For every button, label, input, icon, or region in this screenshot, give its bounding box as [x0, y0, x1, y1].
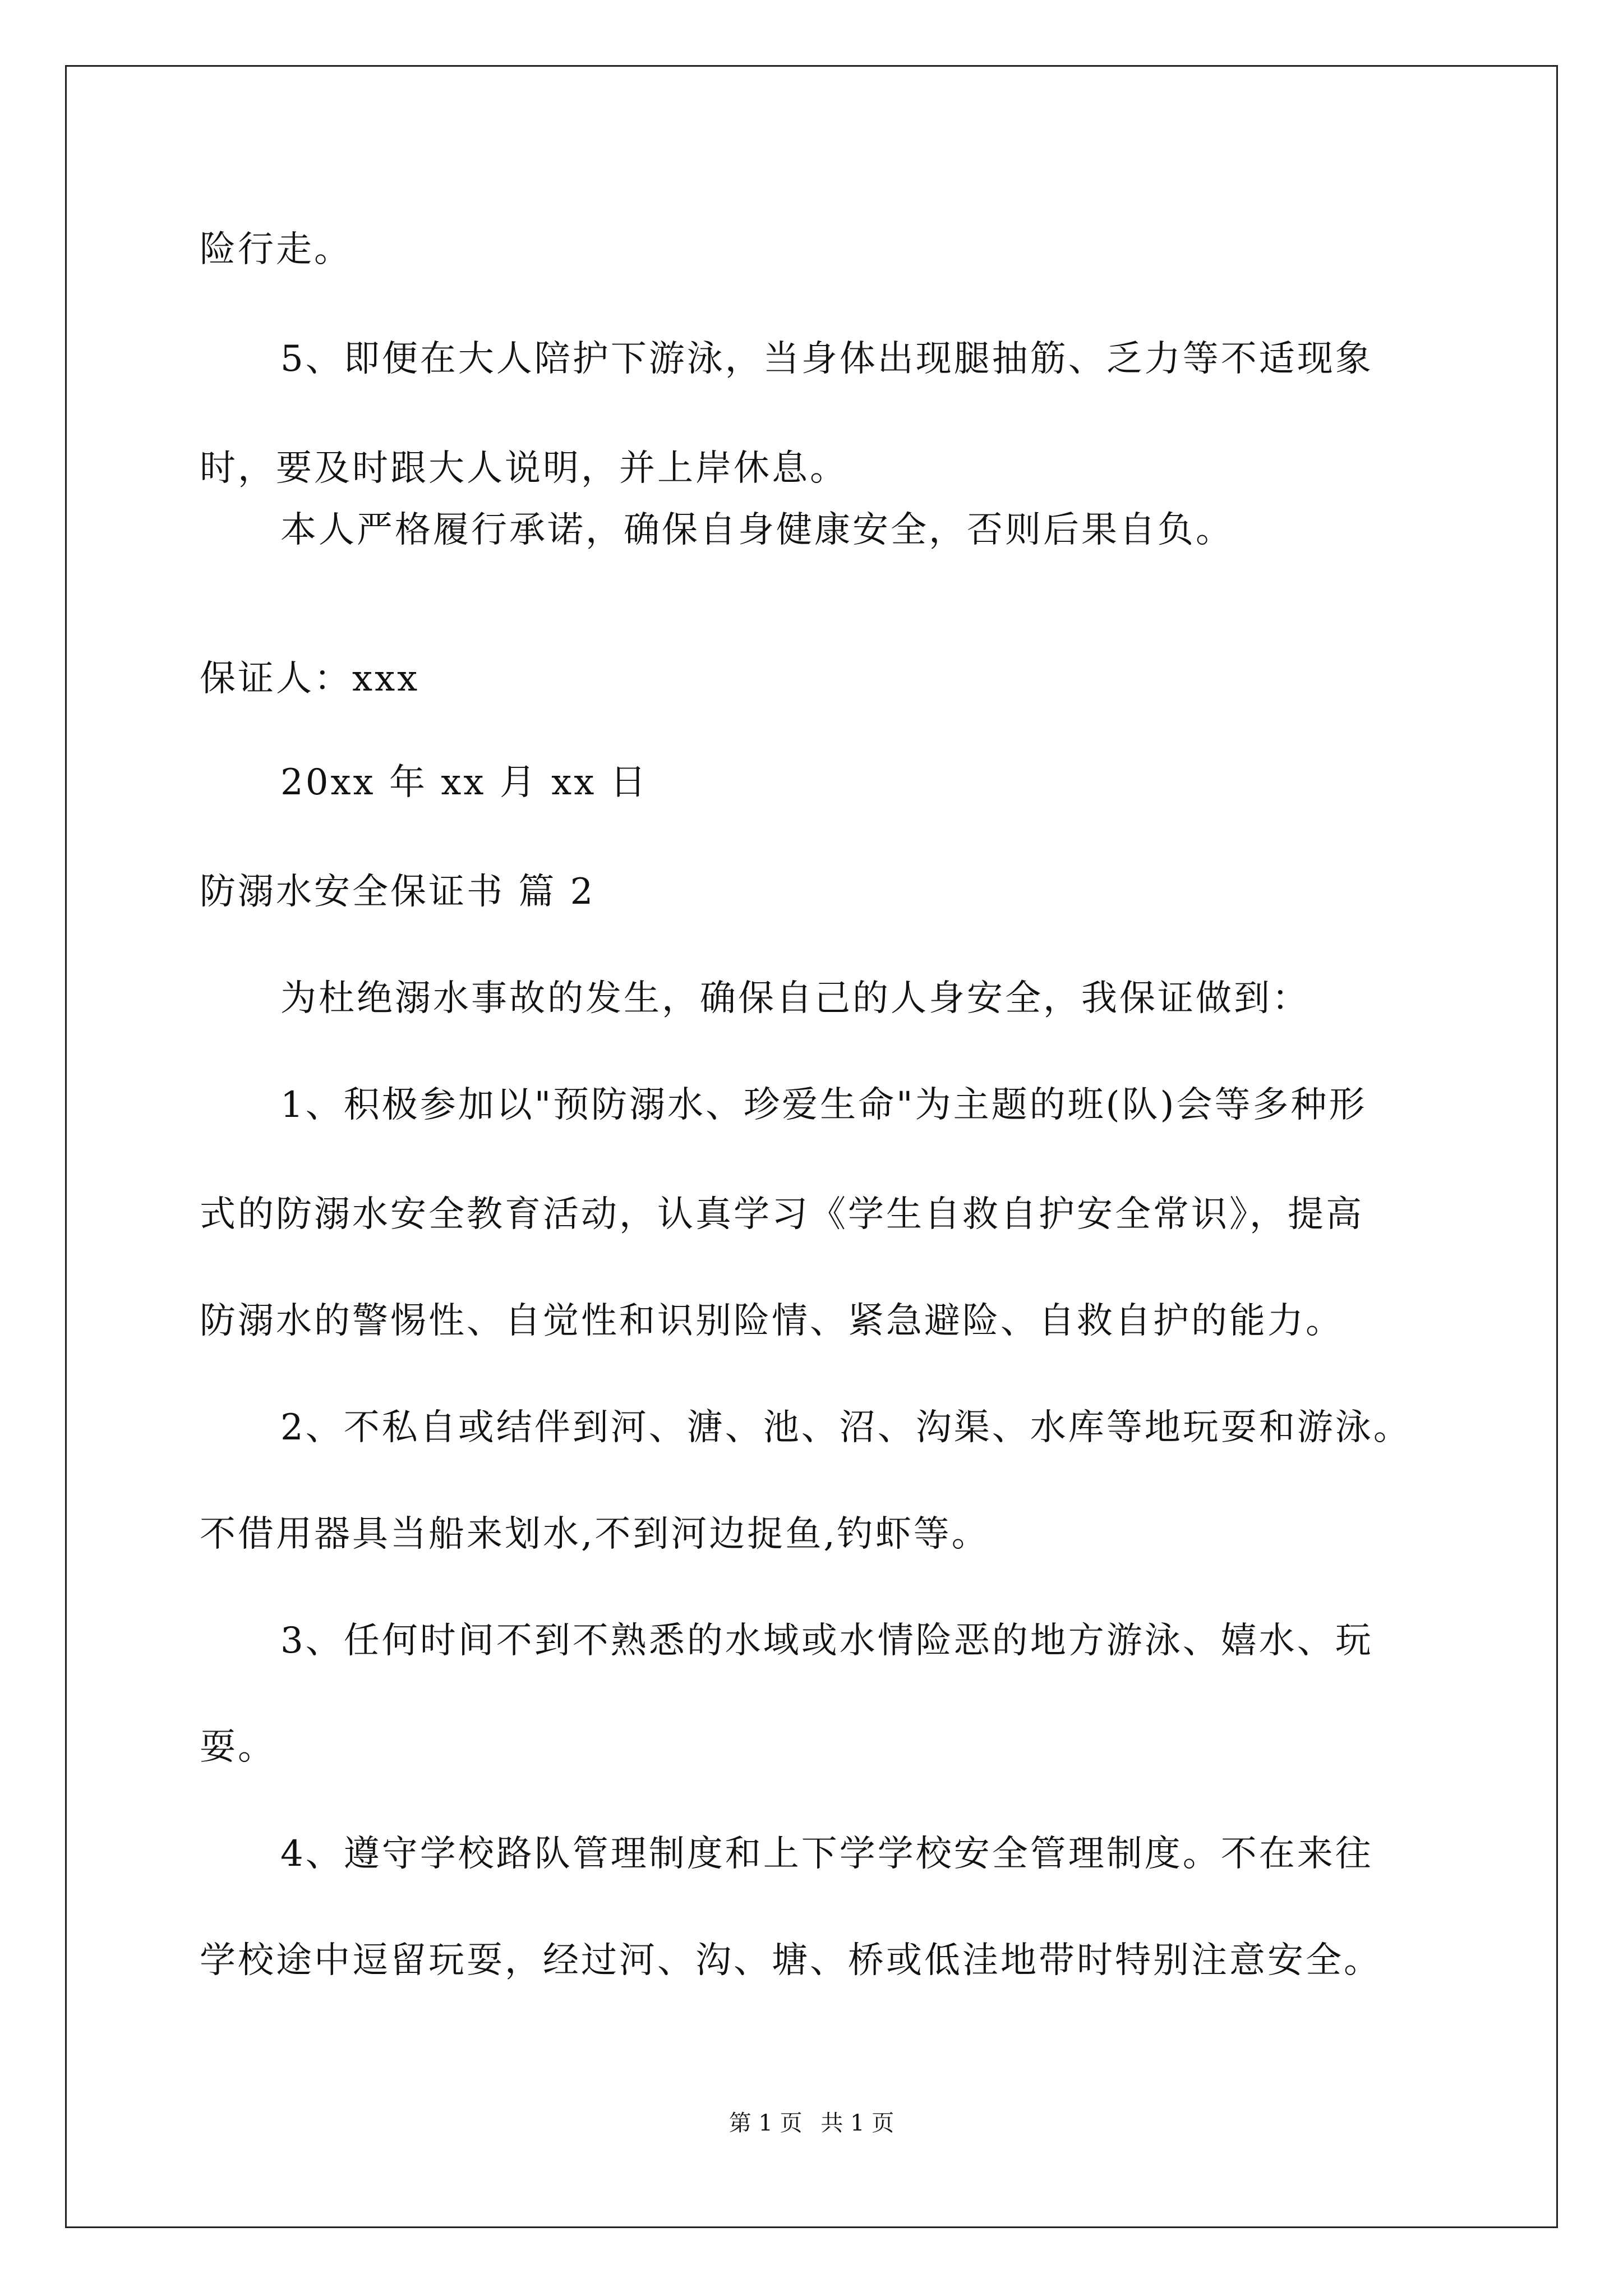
- text-line: 式的防溺水安全教育活动，认真学习《学生自救自护安全常识》，提高: [200, 1194, 1364, 1235]
- section-heading: 防溺水安全保证书 篇 2: [200, 871, 596, 913]
- text-line: 防溺水的警惕性、自觉性和识别险情、紧急避险、自救自护的能力。: [200, 1300, 1344, 1342]
- text-line: 时，要及时跟大人说明，并上岸休息。: [200, 448, 848, 489]
- text-line: 4、遵守学校路队管理制度和上下学学校安全管理制度。不在来往: [280, 1833, 1373, 1875]
- text-line: 5、即便在大人陪护下游泳，当身体出现腿抽筋、乏力等不适现象: [280, 338, 1373, 380]
- text-line: 险行走。: [200, 229, 352, 270]
- text-line: 2、不私自或结伴到河、溏、池、沼、沟渠、水库等地玩耍和游泳。: [280, 1407, 1412, 1448]
- page-number: 第 1 页: [728, 2110, 803, 2136]
- page-footer: [0, 2109, 1623, 2137]
- page-border: [65, 65, 1558, 2228]
- text-line: 耍。: [200, 1727, 276, 1768]
- text-line: 3、任何时间不到不熟悉的水域或水情险恶的地方游泳、嬉水、玩: [280, 1620, 1373, 1662]
- text-line: 1、积极参加以"预防溺水、珍爱生命"为主题的班(队)会等多种形: [280, 1084, 1367, 1126]
- text-line: 本人严格履行承诺，确保自身健康安全，否则后果自负。: [280, 509, 1234, 551]
- text-line: 不借用器具当船来划水,不到河边捉鱼,钓虾等。: [200, 1513, 990, 1555]
- date-line: 20xx 年 xx 月 xx 日: [280, 762, 648, 803]
- signatory-line: 保证人：xxx: [200, 658, 420, 700]
- page-total: 共 1 页: [820, 2110, 895, 2136]
- text-line: 学校途中逗留玩耍，经过河、沟、塘、桥或低洼地带时特别注意安全。: [200, 1940, 1382, 1981]
- text-line: 为杜绝溺水事故的发生，确保自己的人身安全，我保证做到：: [280, 978, 1310, 1019]
